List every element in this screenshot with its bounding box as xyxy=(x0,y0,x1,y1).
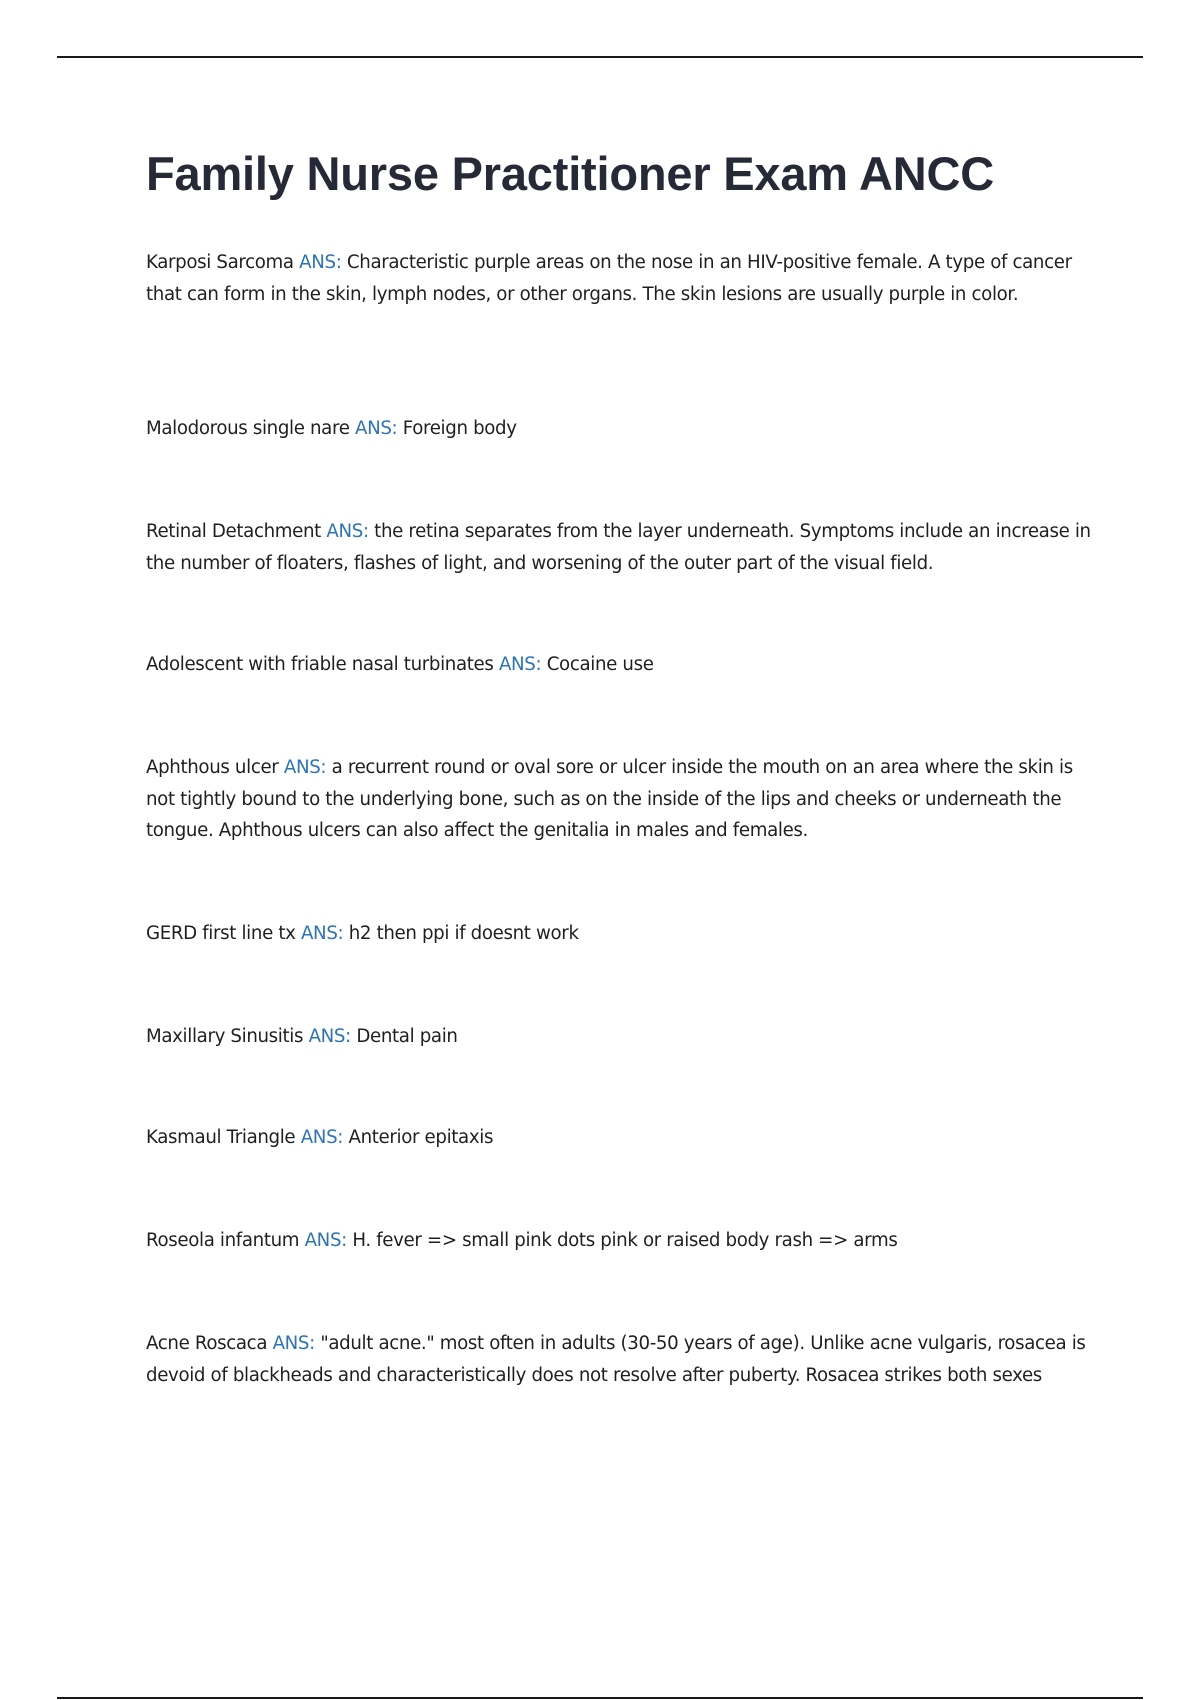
entry-answer: Foreign body xyxy=(402,418,517,439)
entry-answer: a recurrent round or oval sore or ulcer inside the mouth on an area where the skin is not tightly bound to the underlying bone, such as on the inside of the lips and cheeks or underneath the tongue. Aphthous ulcers can also affect the genitalia in males and females. xyxy=(146,757,1073,841)
list-item xyxy=(146,1122,1096,1154)
bottom-rule xyxy=(57,1697,1143,1699)
page-title: Family Nurse Practitioner Exam ANCC xyxy=(146,147,994,200)
entry-answer: H. fever => small pink dots pink or raised body rash => arms xyxy=(352,1230,898,1251)
ans-label: ANS: xyxy=(283,757,327,778)
ans-label: ANS: xyxy=(354,418,398,439)
entry-answer: Characteristic purple areas on the nose in an HIV-positive female. A type of cancer that can form in the skin, lymph nodes, or other organs. The skin lesions are usually purple in color. xyxy=(146,252,1072,305)
list-item xyxy=(146,1021,1096,1053)
ans-label: ANS: xyxy=(300,923,344,944)
list-item xyxy=(146,649,1096,681)
ans-label: ANS: xyxy=(308,1026,351,1047)
entry-answer: "adult acne." most often in adults (30-50 years of age). Unlike acne vulgaris, rosacea is devoid of blackheads and characteristically does not resolve after puberty. Rosacea strikes both sexes xyxy=(146,1333,1086,1386)
ans-label: ANS: xyxy=(299,252,342,273)
list-item xyxy=(146,1328,1096,1391)
entry-term: Kasmaul Triangle xyxy=(146,1127,296,1148)
entry-term: Aphthous ulcer xyxy=(146,757,279,778)
entry-answer: Cocaine use xyxy=(546,654,654,675)
list-item xyxy=(146,918,1096,950)
entry-term: GERD first line tx xyxy=(146,923,296,944)
entry-term: Maxillary Sinusitis xyxy=(146,1026,304,1047)
entry-answer: the retina separates from the layer underneath. Symptoms include an increase in the number of floaters, flashes of light, and worsening of the outer part of the visual field. xyxy=(146,521,1091,574)
document-page xyxy=(146,140,1096,1386)
ans-label: ANS: xyxy=(326,521,369,542)
entry-term: Karposi Sarcoma xyxy=(146,252,294,273)
list-item xyxy=(146,1225,1096,1257)
ans-label: ANS: xyxy=(498,654,542,675)
entry-answer: Anterior epitaxis xyxy=(348,1127,494,1148)
entry-term: Malodorous single nare xyxy=(146,418,350,439)
entry-term: Acne Roscaca xyxy=(146,1333,268,1354)
ans-label: ANS: xyxy=(272,1333,315,1354)
list-item xyxy=(146,413,1096,445)
ans-label: ANS: xyxy=(300,1127,344,1148)
entry-term: Retinal Detachment xyxy=(146,521,321,542)
list-item xyxy=(146,752,1096,847)
ans-label: ANS: xyxy=(304,1230,347,1251)
list-item xyxy=(146,247,1096,310)
entry-answer: Dental pain xyxy=(356,1026,458,1047)
list-item xyxy=(146,516,1096,579)
top-rule xyxy=(57,56,1143,58)
entry-term: Adolescent with friable nasal turbinates xyxy=(146,654,494,675)
entry-term: Roseola infantum xyxy=(146,1230,300,1251)
entry-answer: h2 then ppi if doesnt work xyxy=(348,923,579,944)
